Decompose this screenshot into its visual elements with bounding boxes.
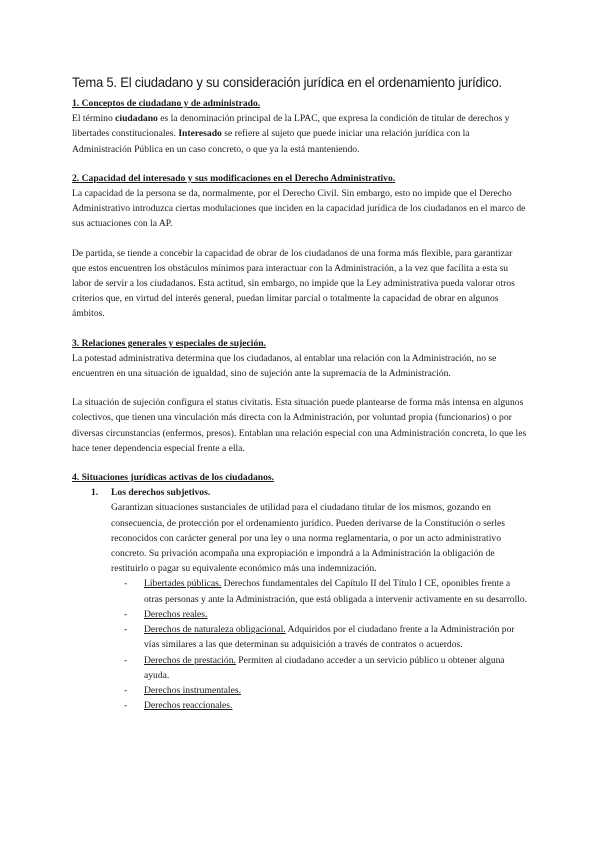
section-2-heading: 2. Capacidad del interesado y sus modificaciones en el Derecho Administrativo. bbox=[72, 172, 396, 184]
dash-marker: - bbox=[124, 578, 128, 590]
situations-list bbox=[72, 485, 528, 713]
text-run: es la denominación principal de la LPAC, que expresa la condición de titular de derechos y libertades constitucionales. bbox=[72, 113, 510, 140]
rights-list-item bbox=[124, 607, 528, 622]
section-1-paragraph bbox=[72, 111, 528, 157]
rights-item-label: Libertades públicas. bbox=[144, 578, 222, 590]
section-4-heading: 4. Situaciones jurídicas activas de los ciudadanos. bbox=[72, 472, 275, 484]
section-1-heading: 1. Conceptos de ciudadano y de administrado. bbox=[72, 98, 261, 109]
rights-list-item bbox=[124, 576, 528, 606]
rights-list-item bbox=[124, 622, 528, 652]
list-item-title: Los derechos subjetivos. bbox=[111, 487, 211, 499]
rights-item-label: Derechos reaccionales. bbox=[144, 700, 233, 712]
section-3-paragraph-2: La situación de sujeción configura el status civitatis. Esta situación puede plantearse de forma más intensa en algunos colectivos, que tienen una vinculación más directa con la Administración, por voluntad propia (funcionarios) o por diversas circunstancias (enfermos, presos). Entablan una relación especial con una Administración concreta, lo que les hace tener dependencia especial frente a ella. bbox=[72, 397, 527, 454]
page-title: Tema 5. El ciudadano y su consideración jurídica en el ordenamiento jurídico. bbox=[72, 75, 502, 91]
rights-item-label: Derechos de naturaleza obligacional. bbox=[144, 624, 286, 636]
term-interesado: Interesado bbox=[178, 128, 222, 140]
rights-item-label: Derechos de prestación. bbox=[144, 654, 236, 666]
rights-item-label: Derechos instrumentales. bbox=[144, 684, 241, 696]
section-2-paragraph-2: De partida, se tiende a concebir la capacidad de obrar de los ciudadanos de una forma más flexible, para garantizar que estos encuentren los obstáculos mínimos para interactuar con la Administración, a la vez que facilita a esta su labor de servir a los ciudadanos. Esta actitud, sin embargo, no impide que la Ley administrativa pueda valorar otros criterios que, en virtud del interés general, puedan limitar parcial o totalmente la capacidad de obrar en algunos ámbitos. bbox=[72, 247, 515, 320]
section-3-heading: 3. Relaciones generales y especiales de sujeción. bbox=[72, 337, 266, 349]
rights-list-item bbox=[124, 698, 528, 713]
rights-list-item bbox=[124, 653, 528, 683]
term-ciudadano: ciudadano bbox=[115, 113, 158, 125]
dash-marker: - bbox=[124, 608, 128, 620]
text-run: se refiere al sujeto que puede iniciar una relación jurídica con la Administración Pública en un caso concreto, o que ya la está manteniendo. bbox=[72, 128, 470, 155]
list-item bbox=[72, 485, 528, 713]
dash-marker: - bbox=[124, 654, 128, 666]
list-item-text: Garantizan situaciones sustanciales de utilidad para el ciudadano titular de los mismos, gozando en consecuencia, de protección por el ordenamiento jurídico. Pueden derivarse de la Constitución o serles reconocidos con carácter general por una ley o una norma reglamentaria, o por un acto administrativo concreto. Su privación acompaña una expropiación e impondrá a la Administración la obligación de restituirlo o pagar su equivalente económico más una indemnización. bbox=[111, 502, 506, 575]
section-2-paragraph-1: La capacidad de la persona se da, normalmente, por el Derecho Civil. Sin embargo, esto no impide que el Derecho Administrativo introduzca ciertas modulaciones que inciden en la capacidad jurídica de los ciudadanos en el marco de sus actuaciones con la AP. bbox=[72, 188, 526, 230]
rights-item-text: Derechos fundamentales del Capítulo II del Título I CE, oponibles frente a otras personas y ante la Administración, que está obligada a intervenir activamente en su desarrollo. bbox=[144, 578, 528, 605]
list-item-number: 1. bbox=[91, 487, 99, 499]
dash-marker: - bbox=[124, 684, 128, 696]
rights-item-text: Adquiridos por el ciudadano frente a la Administración por vías similares a las que determinan su adquisición a través de contratos o acuerdos. bbox=[144, 624, 515, 651]
text-run: El término bbox=[72, 113, 116, 125]
rights-item-text: Permiten al ciudadano acceder a un servicio público u obtener alguna ayuda. bbox=[144, 654, 505, 681]
rights-list bbox=[111, 576, 528, 713]
dash-marker: - bbox=[124, 624, 128, 636]
rights-item-label: Derechos reales. bbox=[144, 608, 208, 620]
rights-list-item bbox=[124, 683, 528, 698]
dash-marker: - bbox=[124, 700, 128, 712]
section-3-paragraph-1: La potestad administrativa determina que los ciudadanos, al entablar una relación con la Administración, no se encuentren en una situación de igualdad, sino de sujeción ante la supremacía de la Administración. bbox=[72, 352, 497, 380]
